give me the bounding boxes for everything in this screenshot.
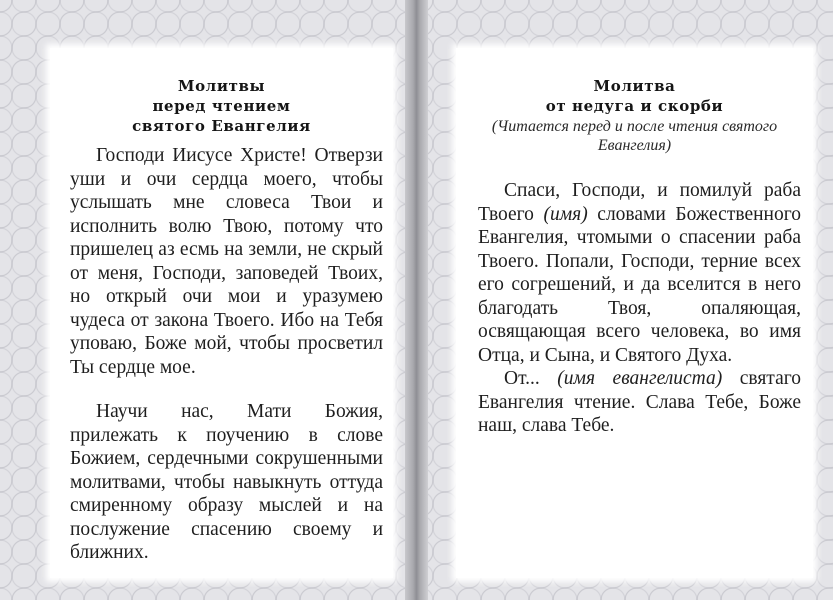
right-title <box>456 76 813 116</box>
right-title-line-2: от недуга и скорби <box>545 97 724 115</box>
right-paragraph-1-start: Спаси, Господи, и помилуй раба Твоего <box>478 180 801 225</box>
right-subtitle: (Читается перед и после чтения святого Евангелия) <box>491 118 778 154</box>
left-title-line-1: Молитвы <box>177 77 266 95</box>
right-paragraph-2 <box>478 367 801 438</box>
right-paragraph-1-rest: словами Божественного Евангелия, чтомыми о спасении раба Твоего. Попали, Господи, терние всех его согрешений, и да вселится в него благодать Твоя, опаляющая, освящающая всего человека, во имя Отца, и Сына, и Святого Духа. <box>478 203 801 366</box>
left-title-line-2: перед чтением <box>152 97 291 115</box>
right-paragraph-2-rest: святаго Евангелия чтение. Слава Тебе, Боже наш, слава Тебе. <box>478 368 801 436</box>
right-page <box>421 0 833 600</box>
left-title-line-3: святого Евангелия <box>132 117 311 135</box>
right-paragraph-2-start: От... <box>504 368 558 389</box>
left-text-panel <box>50 48 393 578</box>
left-paragraph-2: Научи нас, Мати Божия, прилежать к поучению в слове Божием, сердечными сокрушенными молитвами, чтобы навыкнуть оттуда смиренному образу мыслей и на послужение спасению своему и ближних. <box>70 401 383 563</box>
right-title-line-1: Молитва <box>593 77 676 95</box>
left-title <box>50 76 393 136</box>
name-placeholder: (имя) <box>543 203 588 225</box>
evangelist-placeholder: (имя евангелиста) <box>557 368 723 389</box>
left-paragraph-1: Господи Иисусе Христе! Отверзи уши и очи сердца моего, чтобы услышать мне словеса Твои и исполнить волю Твою, потому что пришелец аз есмь на земли, не скрый от меня, Господи, заповедей Твоих, но открый очи мои и уразумею чудеса от закона Твоего. Ибо на Тебя уповаю, Боже мой, чтобы просветил Ты сердце мое. <box>70 145 383 378</box>
right-text-panel <box>456 48 813 578</box>
right-paragraph-1 <box>478 179 801 367</box>
book-gutter <box>405 0 428 600</box>
left-page <box>0 0 412 600</box>
